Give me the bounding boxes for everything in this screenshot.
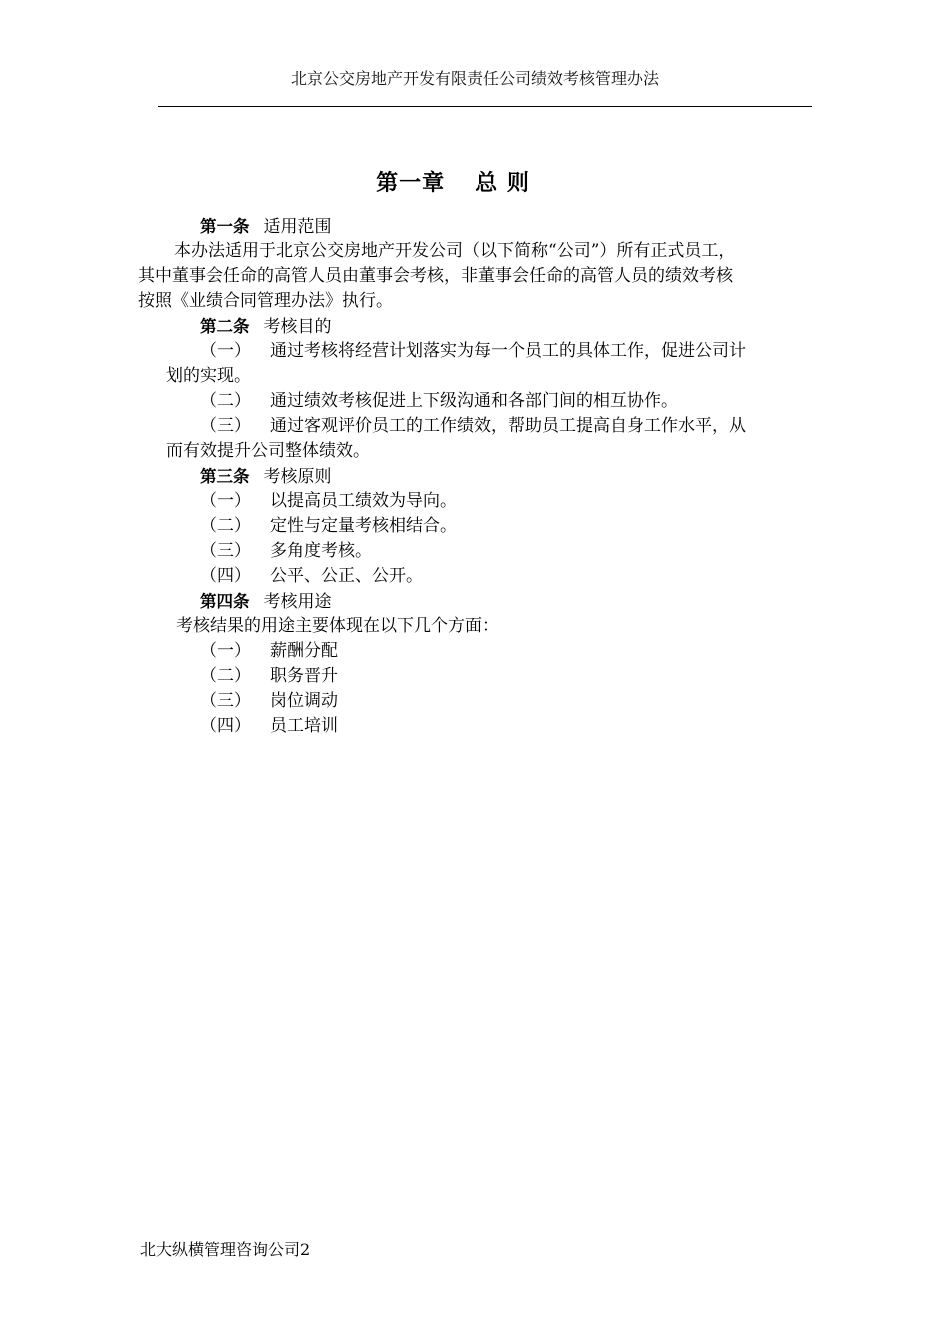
article-heading [200, 214, 332, 240]
list-item [200, 514, 457, 539]
chapter-number: 第一章 [376, 171, 446, 196]
list-item [200, 714, 338, 739]
item-text: 以提高员工绩效为导向。 [270, 491, 457, 511]
item-continuation: 而有效提升公司整体绩效。 [166, 441, 370, 461]
item-number: （二） [200, 666, 251, 686]
paragraph-line: 考核结果的用途主要体现在以下几个方面： [176, 616, 499, 636]
item-number: （四） [200, 566, 251, 586]
chapter-heading [0, 166, 906, 197]
item-number: （二） [200, 391, 251, 411]
list-item [200, 414, 746, 439]
article-title: 考核用途 [263, 592, 332, 612]
item-number: （一） [200, 341, 251, 361]
item-number: （一） [200, 641, 251, 661]
item-number: （三） [200, 416, 251, 436]
item-number: （三） [200, 541, 251, 561]
item-text: 多角度考核。 [270, 541, 372, 561]
item-number: （四） [200, 716, 251, 736]
article-title: 考核原则 [263, 467, 332, 487]
article-number: 第三条 [200, 467, 250, 486]
item-text: 员工培训 [270, 716, 338, 736]
article-heading [200, 464, 332, 490]
list-item [200, 664, 338, 689]
article-title: 考核目的 [263, 317, 332, 337]
item-text: 通过客观评价员工的工作绩效，帮助员工提高自身工作水平，从 [270, 416, 746, 436]
paragraph-line: 本办法适用于北京公交房地产开发公司（以下简称“公司”）所有正式员工， [174, 241, 736, 261]
list-item [200, 339, 746, 364]
item-text: 职务晋升 [270, 666, 338, 686]
paragraph-line: 按照《业绩合同管理办法》执行。 [138, 291, 393, 311]
item-number: （三） [200, 691, 251, 711]
item-text: 公平、公正、公开。 [270, 566, 423, 586]
article-number: 第四条 [200, 592, 250, 611]
item-text: 岗位调动 [270, 691, 338, 711]
item-text: 通过绩效考核促进上下级沟通和各部门间的相互协作。 [270, 391, 678, 411]
item-text: 定性与定量考核相结合。 [270, 516, 457, 536]
list-item [200, 539, 372, 564]
list-item [200, 564, 423, 589]
article-heading [200, 589, 332, 615]
article-number: 第一条 [200, 217, 250, 236]
item-number: （二） [200, 516, 251, 536]
list-item [200, 689, 338, 714]
page-footer: 北大纵横管理咨询公司2 [140, 1240, 311, 1259]
header-divider [158, 106, 812, 107]
list-item [200, 389, 678, 414]
paragraph-line: 其中董事会任命的高管人员由董事会考核，非董事会任命的高管人员的绩效考核 [138, 266, 733, 286]
item-continuation: 划的实现。 [166, 366, 251, 386]
item-text: 通过考核将经营计划落实为每一个员工的具体工作，促进公司计 [270, 341, 746, 361]
page-header: 北京公交房地产开发有限责任公司绩效考核管理办法 [290, 69, 659, 88]
article-heading [200, 314, 332, 340]
item-text: 薪酬分配 [270, 641, 338, 661]
item-number: （一） [200, 491, 251, 511]
list-item [200, 489, 457, 514]
article-title: 适用范围 [263, 217, 332, 237]
chapter-title: 总 则 [475, 171, 530, 196]
list-item [200, 639, 338, 664]
article-number: 第二条 [200, 317, 250, 336]
